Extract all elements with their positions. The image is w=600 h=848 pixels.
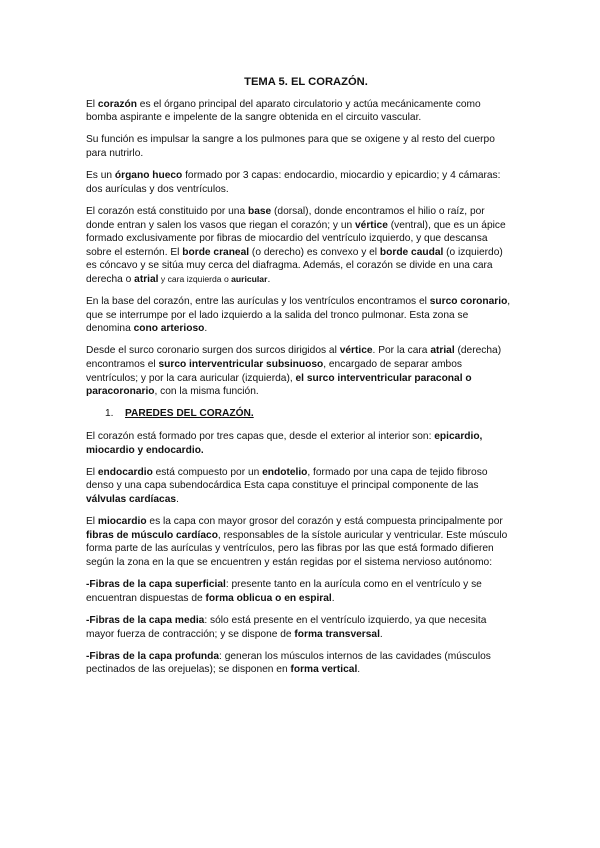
list-item-superficial: -Fibras de la capa superficial: presente tanto en la aurícula como en el ventrículo y se encuentran dispuestas de forma oblicua o en espiral. xyxy=(86,579,482,604)
paragraph-endocardium: El endocardio está compuesto por un endotelio, formado por una capa de tejido fibroso denso y una capa subendocárdica Esta capa constituye el principal componente de las válvulas cardíacas. xyxy=(86,466,488,505)
document-body xyxy=(86,76,514,686)
page-title: TEMA 5. EL CORAZÓN. xyxy=(244,76,368,88)
paragraph-coronary-groove: En la base del corazón, entre las aurículas y los ventrículos encontramos el surco coronario, que se interrumpe por el lado izquierdo a la salida del tronco pulmonar. Esta zona se denomina cono arterioso. xyxy=(86,296,511,335)
paragraph-anatomy: El corazón está constituido por una base (dorsal), donde encontramos el hilio o raíz, por donde entran y salen los vasos que riegan el corazón; y un vértice (ventral), que es un ápice formado exclusivamente por fibras de miocardio del ventrículo izquierdo, y que descansa sobre el esternón. El borde craneal (o derecho) es convexo y el borde caudal (o izquierdo) es cóncavo y se sitúa muy cerca del diafragma. Además, el corazón se divide en una cara derecha o atrial y cara izquierda o auricular. xyxy=(86,205,506,285)
section-title: PAREDES DEL CORAZÓN. xyxy=(125,408,254,420)
paragraph-layers: El corazón está formado por tres capas que, desde el exterior al interior son: epicardio, miocardio y endocardio. xyxy=(86,431,483,456)
paragraph-function: Su función es impulsar la sangre a los pulmones para que se oxigene y al resto del cuerpo para nutrirlo. xyxy=(86,134,495,159)
list-item-deep: -Fibras de la capa profunda: generan los músculos internos de las cavidades (músculos pectinados de las orejuelas); se disponen en forma vertical. xyxy=(86,650,491,676)
section-number: 1. xyxy=(105,408,114,420)
paragraph-structure: Es un órgano hueco formado por 3 capas: endocardio, miocardio y epicardio; y 4 cámaras: dos aurículas y dos ventrículos. xyxy=(86,170,501,195)
paragraph-myocardium: El miocardio es la capa con mayor grosor del corazón y está compuesta principalmente por fibras de músculo cardíaco, responsables de la sístole auricular y ventricular. Este músculo forma parte de las aurículas y ventrículos, pero las fibras por las que está formado difieren según la zona en la que se encuentren y están regidas por el sistema nervioso autónomo: xyxy=(86,516,508,568)
paragraph-interventricular-grooves: Desde el surco coronario surgen dos surcos dirigidos al vértice. Por la cara atrial (derecha) encontramos el surco interventricular subsinuoso, encargado de separar ambos ventrículos; y por la cara auricular (izquierda), el surco interventricular paraconal o paracoronario, con la misma función. xyxy=(86,345,502,398)
list-item-middle: -Fibras de la capa media: sólo está presente en el ventrículo izquierdo, ya que necesita mayor fuerza de contracción; y se dispone de forma transversal. xyxy=(86,614,487,640)
paragraph-definition: El corazón es el órgano principal del aparato circulatorio y actúa mecánicamente como bomba aspirante e impelente de la sangre obtenida en el circuito vascular. xyxy=(86,98,481,124)
section-heading xyxy=(86,407,514,421)
